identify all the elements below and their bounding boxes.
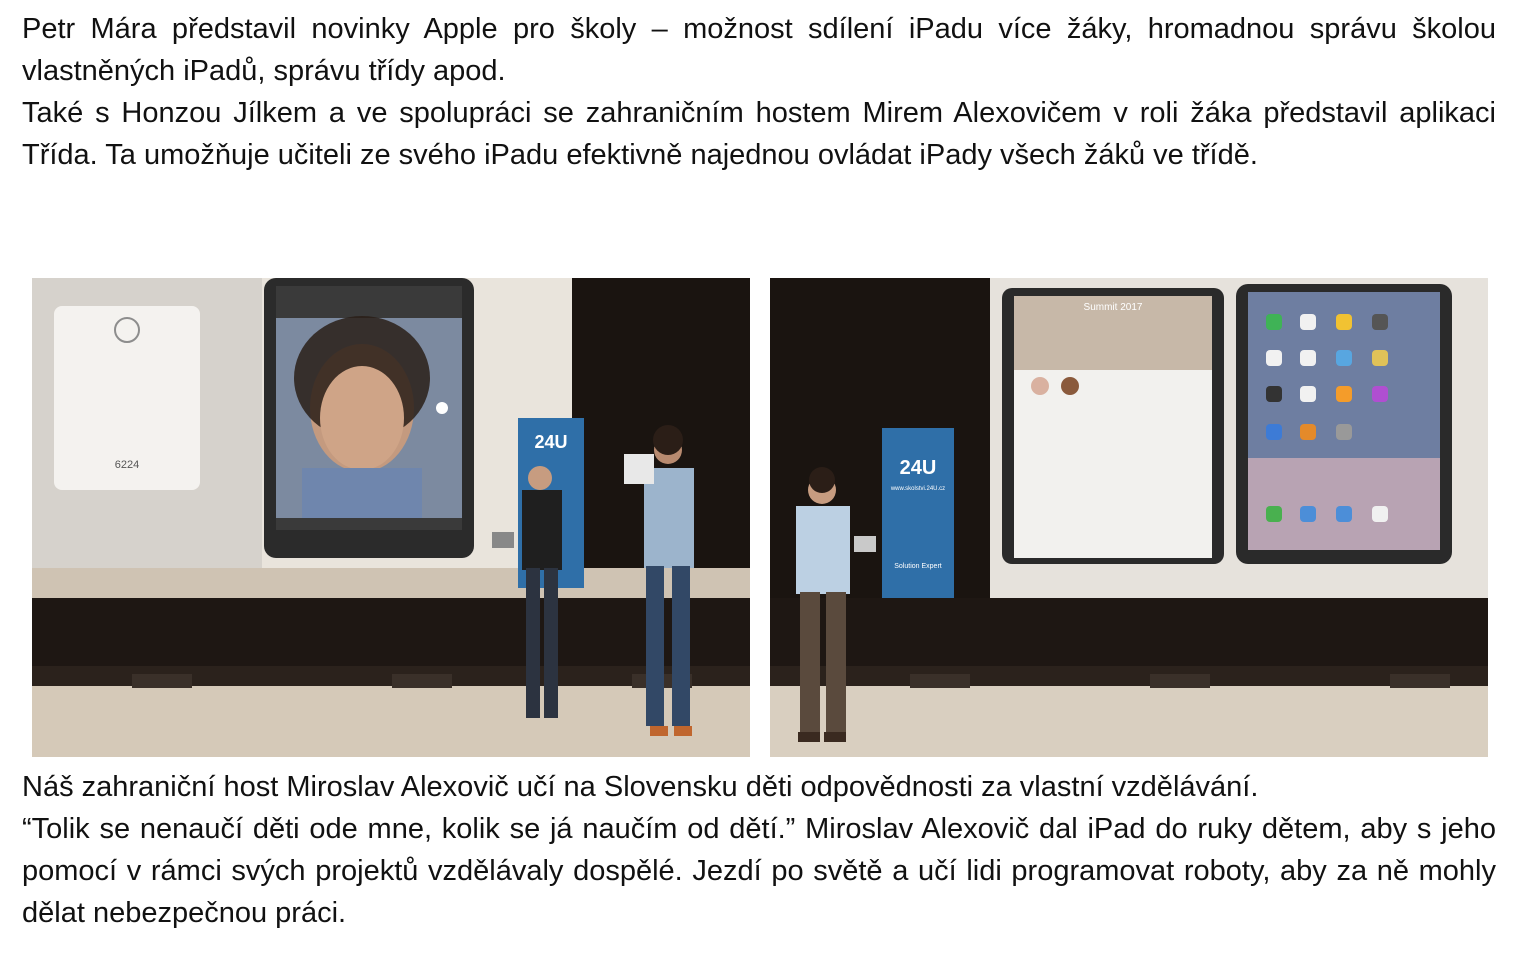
stage-photo-left bbox=[32, 278, 750, 757]
stage-photo-right bbox=[770, 278, 1488, 757]
photo-right-banner-url: www.skolstvi.24U.cz bbox=[890, 486, 946, 492]
photo-left-code: 6224 bbox=[114, 459, 140, 471]
photo-left-banner: 24U bbox=[534, 432, 568, 452]
photo-right-banner-sub: Solution Expert bbox=[894, 563, 942, 570]
photo-right-banner: 24U bbox=[899, 457, 937, 479]
photo-right-screen-title: Summit 2017 bbox=[1083, 302, 1143, 313]
quote-paragraph: “Tolik se nenaučí děti ode mne, kolik se já naučím od dětí.” Miroslav Alexovič dal iPad do ruky dětem, aby s jeho pomocí v rámci svých projektů vzdělávaly dospělé. Jezdí po světě a učí lidi programovat roboty, aby za ně mohly dělat nebezpečnou práci. bbox=[22, 813, 1496, 929]
guest-paragraph: Náš zahraniční host Miroslav Alexovič učí na Slovensku děti odpovědnosti za vlastní vzdělávání. bbox=[22, 771, 1259, 803]
intro-paragraph: Petr Mára představil novinky Apple pro školy – možnost sdílení iPadu více žáky, hromadnou správu školou vlastněných iPadů, správu třídy apod. bbox=[22, 13, 1496, 87]
class-app-paragraph: Také s Honzou Jílkem a ve spolupráci se zahraničním hostem Mirem Alexovičem v roli žáka představil aplikaci Třída. Ta umožňuje učiteli ze svého iPadu efektivně najednou ovládat iPady všech žáků ve třídě. bbox=[22, 97, 1496, 171]
